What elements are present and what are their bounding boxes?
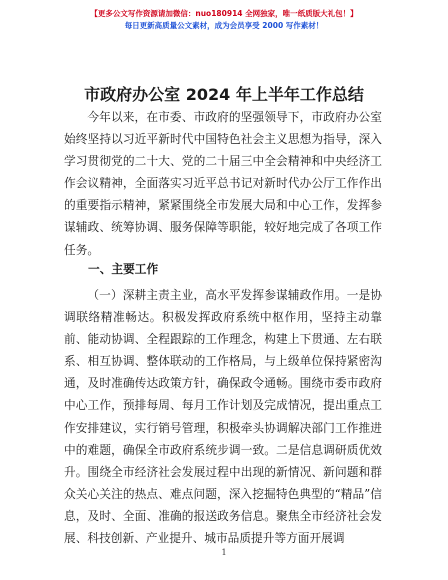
ad-banner-line-2: 每日更新高质量公文素材，成为会员享受 2000 写作素材！: [124, 21, 324, 30]
intro-paragraph: 今年以来，在市委、市政府的坚强领导下，市政府办公室始终坚持以习近平新时代中国特色社会主义思想为指导，深入学习贯彻党的二十大、党的二十届三中全会精神和中央经济工作会议精神，全面落实习近平总书记对新时代办公厅工作作出的重要指示精神，紧紧围绕全市发展大局和中心工作，发挥参谋辅政、统筹协调、服务保障等职能，较好地完成了各项工作任务。: [64, 110, 382, 257]
document-title: 市政府办公室 2024 年上半年工作总结: [84, 85, 364, 104]
section-heading: 一、主要工作: [88, 262, 159, 276]
section-paragraph: （一）深耕主责主业，高水平发挥参谋辅政作用。一是协调联络精准畅达。积极发挥政府系统中枢作用，坚持主动靠前、能动协调、全程跟踪的工作理念，构建上下贯通、左右联系、相互协调、整体联动的工作格局，与上级单位保持紧密沟通，及时准确传达政策方针，确保政令通畅。围绕市委市政府中心工作，预排每周、每月工作计划及完成情况，提出重点工作安排建议，实行销号管理，积极牵头协调解决部门工作推进中的难题，确保全市政府系统步调一致。二是信息调研质优效升。围绕全市经济社会发展过程中出现的新情况、新问题和群众关心关注的热点、难点问题，深入挖掘特色典型的“精品”信息，及时、全面、准确的报送政务信息。聚焦全市经济社会发展、科技创新、产业提升、城市品质提升等方面开展调: [64, 288, 382, 546]
page-number: 1: [221, 548, 227, 557]
ad-banner-line-1: 【更多公文写作资源请加微信：nuo180914 全网独家，唯一纸质版大礼包！】: [90, 9, 358, 18]
